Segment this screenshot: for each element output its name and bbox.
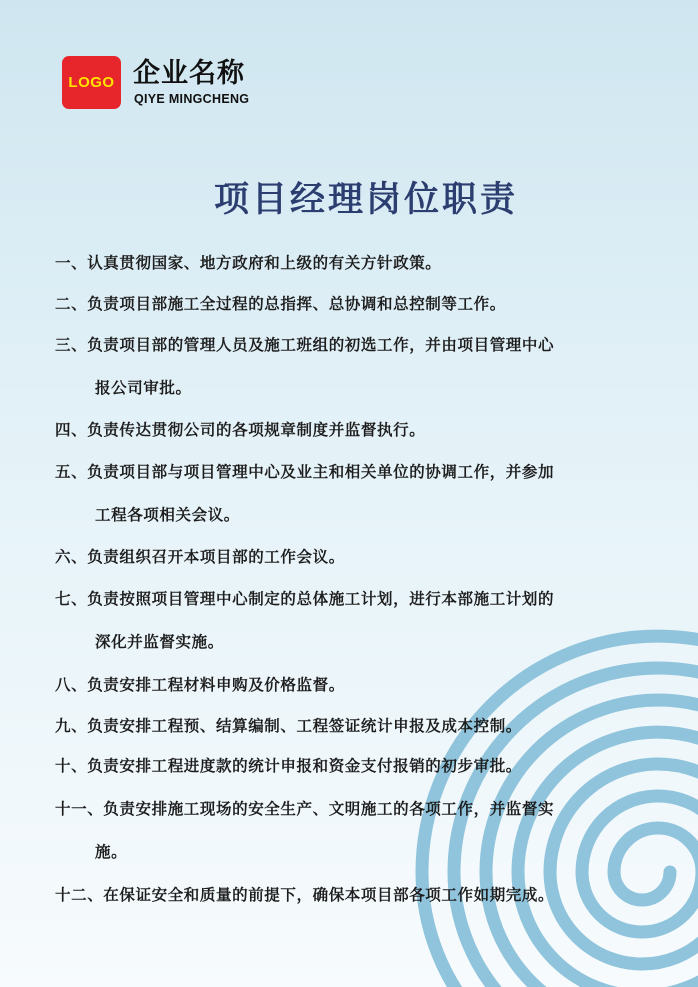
duty-item bbox=[55, 451, 690, 537]
duty-item bbox=[55, 324, 690, 410]
duty-item bbox=[55, 745, 690, 788]
duty-text-continued: 深化并监督实施。 bbox=[95, 633, 224, 651]
company-pinyin: QIYE MINGCHENG bbox=[134, 92, 250, 106]
duty-text: 七、负责按照项目管理中心制定的总体施工计划，进行本部施工计划的 bbox=[55, 590, 555, 608]
duty-text: 六、负责组织召开本项目部的工作会议。 bbox=[55, 548, 345, 566]
duty-text-continued: 施。 bbox=[95, 843, 128, 861]
duty-item bbox=[55, 536, 690, 579]
duty-item bbox=[55, 409, 690, 452]
duty-item bbox=[55, 874, 690, 917]
duty-item bbox=[55, 705, 690, 748]
company-name: 企业名称 bbox=[133, 58, 245, 89]
duty-text: 十一、负责安排施工现场的安全生产、文明施工的各项工作，并监督实 bbox=[55, 800, 555, 818]
duty-text: 十、负责安排工程进度款的统计申报和资金支付报销的初步审批。 bbox=[55, 757, 522, 775]
duty-text-continued: 工程各项相关会议。 bbox=[95, 506, 240, 524]
duty-item bbox=[55, 664, 690, 707]
duty-text: 八、负责安排工程材料申购及价格监督。 bbox=[55, 676, 345, 694]
logo-badge: LOGO bbox=[62, 56, 121, 109]
duty-text: 二、负责项目部施工全过程的总指挥、总协调和总控制等工作。 bbox=[55, 295, 506, 313]
duty-text: 三、负责项目部的管理人员及施工班组的初选工作，并由项目管理中心 bbox=[55, 336, 555, 354]
duty-text: 四、负责传达贯彻公司的各项规章制度并监督执行。 bbox=[55, 421, 426, 439]
duty-item bbox=[55, 242, 690, 285]
duty-text: 一、认真贯彻国家、地方政府和上级的有关方针政策。 bbox=[55, 254, 442, 272]
duty-item bbox=[55, 283, 690, 326]
duty-item bbox=[55, 788, 690, 874]
duty-text: 九、负责安排工程预、结算编制、工程签证统计申报及成本控制。 bbox=[55, 717, 522, 735]
duty-item bbox=[55, 578, 690, 664]
duty-text: 五、负责项目部与项目管理中心及业主和相关单位的协调工作，并参加 bbox=[55, 463, 555, 481]
duty-text-continued: 报公司审批。 bbox=[95, 379, 192, 397]
duty-text: 十二、在保证安全和质量的前提下，确保本项目部各项工作如期完成。 bbox=[55, 886, 555, 904]
document-title: 项目经理岗位职责 bbox=[213, 180, 518, 220]
